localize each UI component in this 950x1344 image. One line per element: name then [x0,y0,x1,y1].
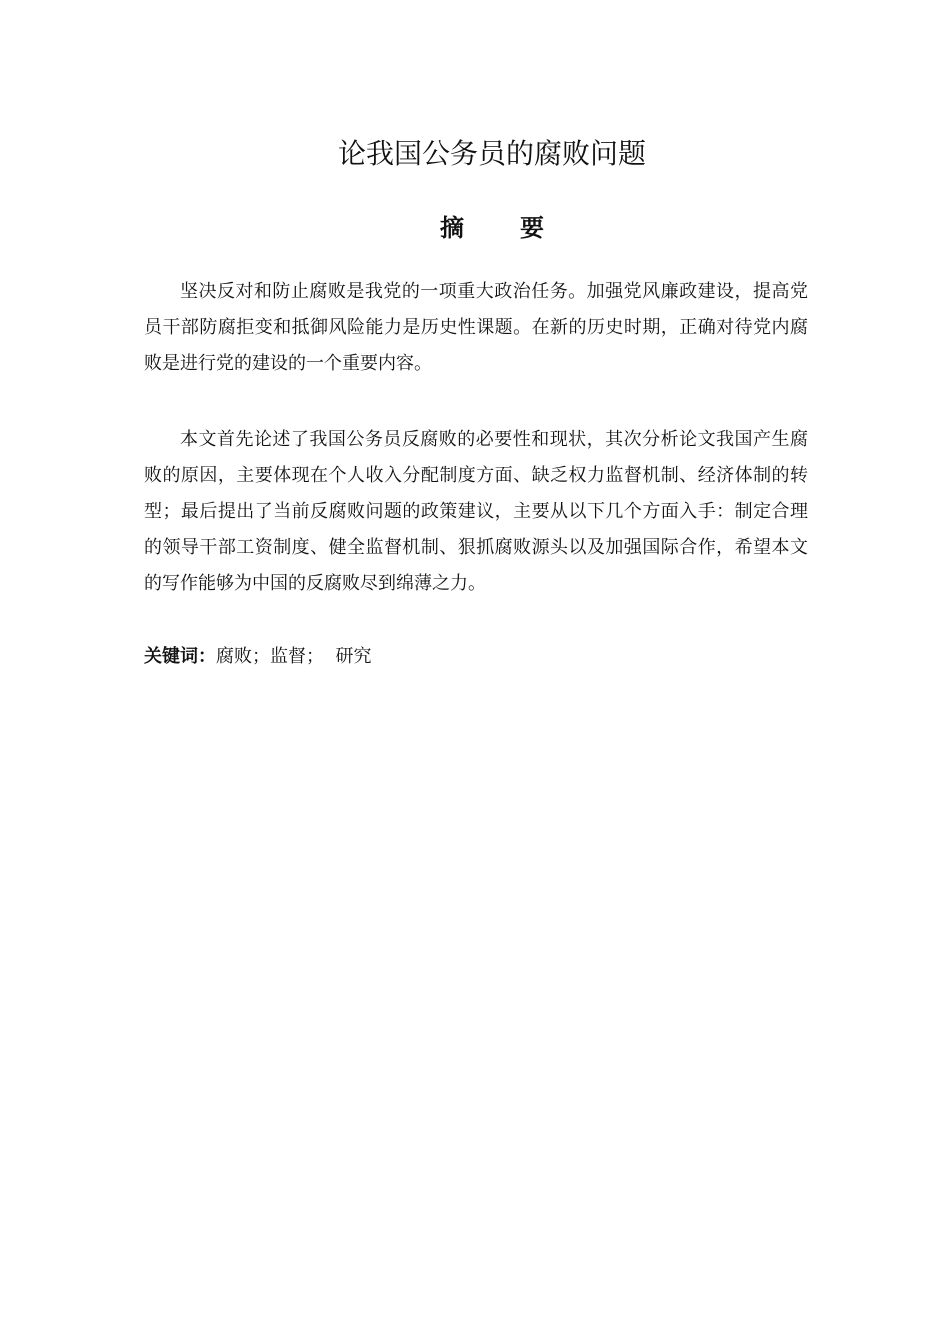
abstract-heading-right: 要 [520,214,544,242]
keywords-label: 关键词： [144,646,216,667]
keywords-line [144,641,808,673]
abstract-heading-left: 摘 [440,214,464,242]
abstract-heading [0,210,950,246]
document-title: 论我国公务员的腐败问题 [337,137,646,170]
abstract-paragraph-1: 坚决反对和防止腐败是我党的一项重大政治任务。加强党风廉政建设，提高党员干部防腐拒变和抵御风险能力是历史性课题。在新的历史时期，正确对待党内腐败是进行党的建设的一个重要内容。 [144,281,808,374]
keywords-text: 腐败；监督； 研究 [216,646,372,667]
abstract-paragraph-2: 本文首先论述了我国公务员反腐败的必要性和现状，其次分析论文我国产生腐败的原因，主要体现在个人收入分配制度方面、缺乏权力监督机制、经济体制的转型；最后提出了当前反腐败问题的政策建议，主要从以下几个方面入手：制定合理的领导干部工资制度、健全监督机制、狠抓腐败源头以及加强国际合作，希望本文的写作能够为中国的反腐败尽到绵薄之力。 [144,429,808,594]
